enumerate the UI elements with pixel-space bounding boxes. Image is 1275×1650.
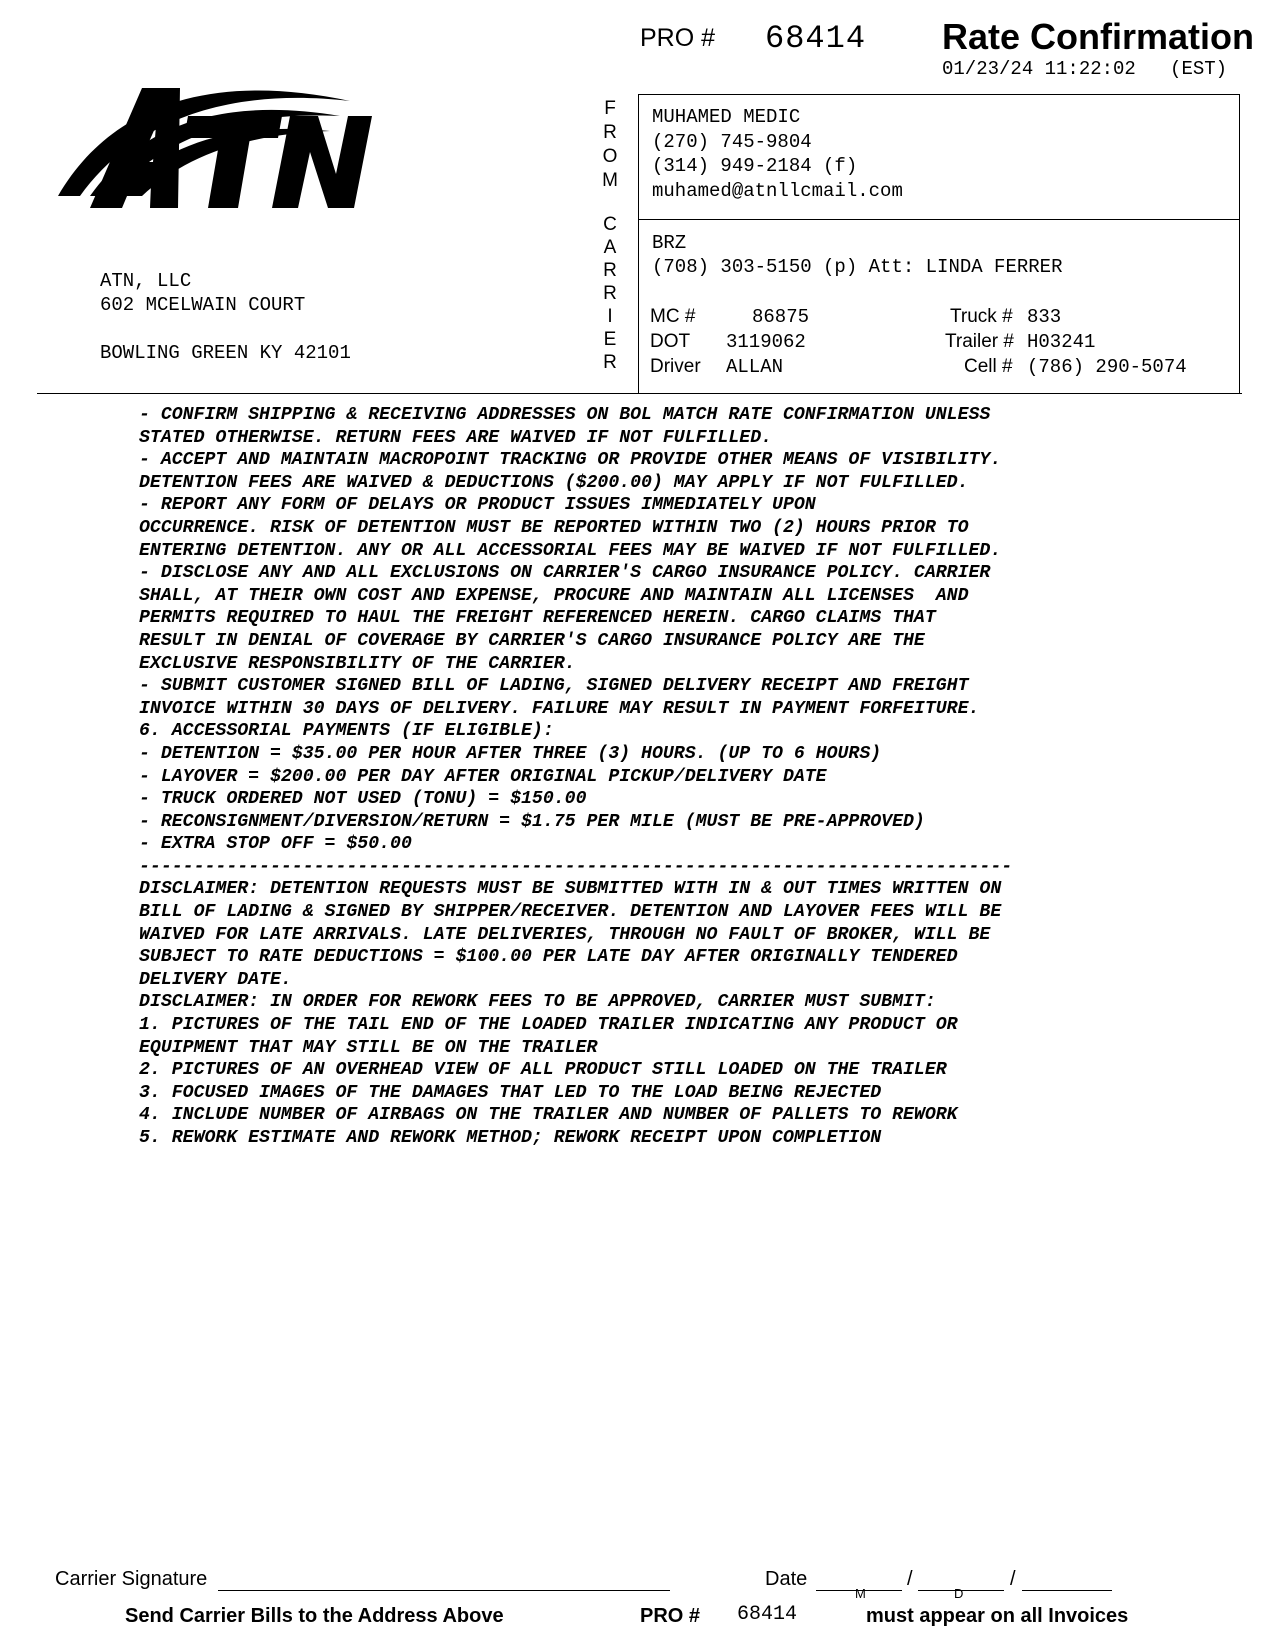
terms-line: PERMITS REQUIRED TO HAUL THE FREIGHT REFERENCED HEREIN. CARGO CLAIMS THAT	[139, 608, 936, 629]
terms-line: 4. INCLUDE NUMBER OF AIRBAGS ON THE TRAILER AND NUMBER OF PALLETS TO REWORK	[139, 1105, 958, 1126]
carrier-side-letter: R	[603, 352, 617, 373]
from-fax: (314) 949-2184 (f)	[652, 155, 858, 177]
terms-line: - CONFIRM SHIPPING & RECEIVING ADDRESSES ON BOL MATCH RATE CONFIRMATION UNLESS	[139, 405, 991, 425]
from-phone: (270) 745-9804	[652, 131, 812, 153]
truck-label: Truck #	[950, 306, 1013, 327]
from-side-letter: O	[602, 146, 618, 167]
date-year-line[interactable]	[1022, 1590, 1112, 1591]
mc-label: MC #	[650, 306, 696, 327]
carrier-side-letter: E	[603, 329, 617, 350]
terms-line: 2. PICTURES OF AN OVERHEAD VIEW OF ALL PRODUCT STILL LOADED ON THE TRAILER	[139, 1060, 947, 1081]
carrier-side-letter: R	[603, 283, 617, 304]
terms-line: - DETENTION = $35.00 PER HOUR AFTER THREE (3) HOURS. (UP TO 6 HOURS)	[139, 743, 882, 764]
cell-label: Cell #	[964, 356, 1013, 377]
date-separator: /	[1010, 1568, 1016, 1590]
terms-line: 3. FOCUSED IMAGES OF THE DAMAGES THAT LED TO THE LOAD BEING REJECTED	[139, 1082, 882, 1103]
footer-pro-label: PRO #	[640, 1605, 701, 1627]
footer-pro-number: 68414	[737, 1603, 798, 1626]
terms-line: RESULT IN DENIAL OF COVERAGE BY CARRIER'S CARGO INSURANCE POLICY ARE THE	[139, 630, 925, 651]
terms-line: 5. REWORK ESTIMATE AND REWORK METHOD; REWORK RECEIPT UPON COMPLETION	[139, 1128, 882, 1148]
terms-line: DISCLAIMER: DETENTION REQUESTS MUST BE SUBMITTED WITH IN & OUT TIMES WRITTEN ON	[139, 879, 1002, 900]
from-side-letter: R	[603, 122, 617, 143]
day-hint: D	[954, 1586, 964, 1601]
terms-line: SHALL, AT THEIR OWN COST AND EXPENSE, PROCURE AND MAINTAIN ALL LICENSES AND	[139, 585, 969, 606]
from-side-letter: M	[602, 170, 618, 191]
terms-line: INVOICE WITHIN 30 DAYS OF DELIVERY. FAILURE MAY RESULT IN PAYMENT FORFEITURE.	[139, 698, 980, 719]
from-name: MUHAMED MEDIC	[652, 106, 801, 128]
terms-line: - EXTRA STOP OFF = $50.00	[139, 834, 412, 855]
company-street: 602 MCELWAIN COURT	[100, 294, 306, 316]
terms-line: - REPORT ANY FORM OF DELAYS OR PRODUCT ISSUES IMMEDIATELY UPON	[139, 495, 816, 516]
terms-block	[139, 404, 1012, 1150]
carrier-signature-label: Carrier Signature	[55, 1568, 208, 1590]
terms-line: BILL OF LADING & SIGNED BY SHIPPER/RECEIVER. DETENTION AND LAYOVER FEES WILL BE	[139, 902, 1002, 923]
terms-line: - TRUCK ORDERED NOT USED (TONU) = $150.00	[139, 789, 587, 810]
terms-line: OCCURRENCE. RISK OF DETENTION MUST BE REPORTED WITHIN TWO (2) HOURS PRIOR TO	[139, 517, 969, 538]
mc-number: 86875	[752, 306, 810, 328]
driver-label: Driver	[650, 356, 701, 377]
dot-label: DOT	[650, 331, 691, 352]
document-title: Rate Confirmation	[942, 16, 1255, 57]
header-divider	[37, 393, 1242, 394]
invoice-note: must appear on all Invoices	[866, 1605, 1129, 1627]
company-name: ATN, LLC	[100, 270, 192, 292]
truck-number: 833	[1027, 306, 1062, 328]
pro-label: PRO #	[640, 24, 716, 52]
carrier-side-letter: C	[603, 214, 617, 235]
terms-line: - LAYOVER = $200.00 PER DAY AFTER ORIGINAL PICKUP/DELIVERY DATE	[139, 766, 827, 787]
terms-line: 1. PICTURES OF THE TAIL END OF THE LOADED TRAILER INDICATING ANY PRODUCT OR	[139, 1015, 958, 1036]
terms-line: STATED OTHERWISE. RETURN FEES ARE WAIVED IF NOT FULFILLED.	[139, 427, 773, 448]
date-separator: /	[907, 1568, 913, 1590]
terms-line: ENTERING DETENTION. ANY OR ALL ACCESSORIAL FEES MAY BE WAIVED IF NOT FULFILLED.	[139, 540, 1002, 561]
terms-line: DISCLAIMER: IN ORDER FOR REWORK FEES TO BE APPROVED, CARRIER MUST SUBMIT:	[139, 992, 936, 1013]
carrier-signature-line[interactable]	[218, 1590, 670, 1591]
terms-line: EQUIPMENT THAT MAY STILL BE ON THE TRAILER	[139, 1037, 598, 1058]
carrier-side-letter: R	[603, 260, 617, 281]
carrier-name: BRZ	[652, 232, 687, 254]
terms-line: - SUBMIT CUSTOMER SIGNED BILL OF LADING, SIGNED DELIVERY RECEIPT AND FREIGHT	[139, 676, 969, 697]
atn-logo-icon	[50, 66, 390, 226]
terms-line: - ACCEPT AND MAINTAIN MACROPOINT TRACKING OR PROVIDE OTHER MEANS OF VISIBILITY.	[139, 450, 1002, 471]
month-hint: M	[855, 1586, 866, 1601]
terms-separator: --------------------------------------------------------------------------------	[139, 856, 1013, 877]
terms-line: - RECONSIGNMENT/DIVERSION/RETURN = $1.75 PER MILE (MUST BE PRE-APPROVED)	[139, 811, 925, 832]
carrier-contact: (708) 303-5150 (p) Att: LINDA FERRER	[652, 256, 1063, 278]
driver-name: ALLAN	[726, 356, 784, 378]
trailer-number: H03241	[1027, 331, 1096, 353]
send-bills-note: Send Carrier Bills to the Address Above	[125, 1605, 504, 1627]
from-email: muhamed@atnllcmail.com	[652, 180, 903, 202]
company-city: BOWLING GREEN KY 42101	[100, 342, 351, 364]
document-datetime: 01/23/24 11:22:02 (EST)	[942, 58, 1228, 80]
trailer-label: Trailer #	[945, 331, 1014, 352]
carrier-side-letter: I	[607, 306, 613, 327]
pro-number: 68414	[765, 20, 867, 57]
terms-line: 6. ACCESSORIAL PAYMENTS (IF ELIGIBLE):	[139, 721, 554, 742]
carrier-side-letter: A	[603, 237, 617, 258]
date-label: Date	[765, 1568, 808, 1590]
cell-number: (786) 290-5074	[1027, 356, 1187, 378]
terms-line: DETENTION FEES ARE WAIVED & DEDUCTIONS ($200.00) MAY APPLY IF NOT FULFILLED.	[139, 472, 969, 493]
terms-line: DELIVERY DATE.	[139, 969, 292, 990]
terms-line: WAIVED FOR LATE ARRIVALS. LATE DELIVERIES, THROUGH NO FAULT OF BROKER, WILL BE	[139, 924, 991, 945]
from-side-letter: F	[604, 98, 616, 119]
terms-line: - DISCLOSE ANY AND ALL EXCLUSIONS ON CARRIER'S CARGO INSURANCE POLICY. CARRIER	[139, 563, 991, 584]
terms-line: EXCLUSIVE RESPONSIBILITY OF THE CARRIER.	[139, 653, 576, 674]
dot-number: 3119062	[726, 331, 806, 353]
terms-line: SUBJECT TO RATE DEDUCTIONS = $100.00 PER LATE DAY AFTER ORIGINALLY TENDERED	[139, 947, 958, 968]
